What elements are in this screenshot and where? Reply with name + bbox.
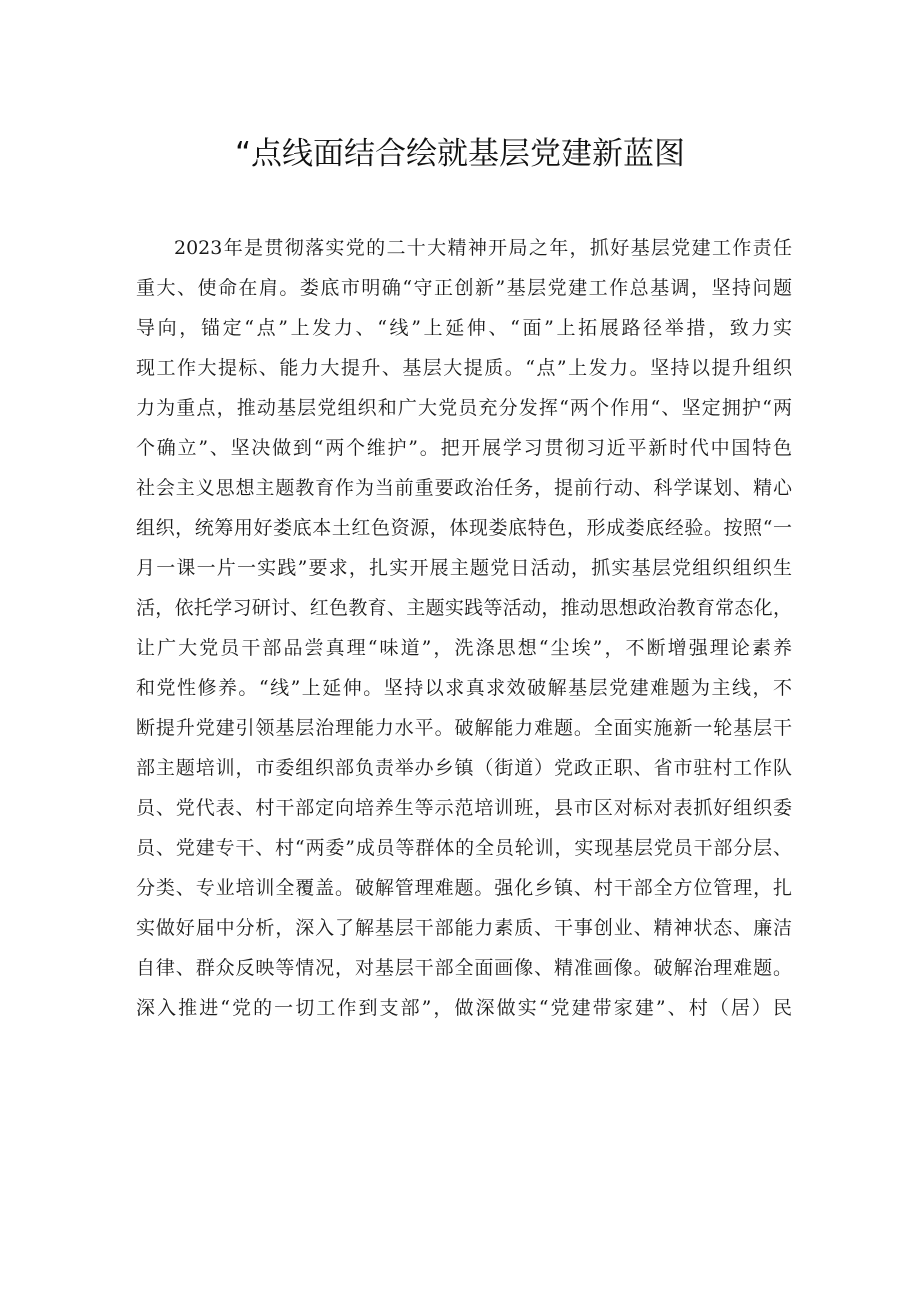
- body-line: 重大、使命在肩。娄底市明确“守正创新”基层党建工作总基调，坚持问题: [136, 277, 792, 299]
- body-line: 员、党代表、村干部定向培养生等示范培训班，县市区对标对表抓好组织委: [136, 797, 792, 819]
- body-line: 组织，统筹用好娄底本土红色资源，体现娄底特色，形成娄底经验。按照“一: [136, 517, 792, 539]
- body-line: 断提升党建引领基层治理能力水平。破解能力难题。全面实施新一轮基层干: [136, 717, 792, 739]
- body-line: 员、党建专干、村“两委”成员等群体的全员轮训，实现基层党员干部分层、: [136, 837, 792, 859]
- body-line: 活，依托学习研讨、红色教育、主题实践等活动，推动思想政治教育常态化，: [136, 597, 792, 619]
- body-line: 导向，锚定“点”上发力、“线”上延伸、“面”上拓展路径举措，致力实: [136, 317, 792, 339]
- body-line: 社会主义思想主题教育作为当前重要政治任务，提前行动、科学谋划、精心: [136, 477, 792, 499]
- body-line: 实做好届中分析，深入了解基层干部能力素质、干事创业、精神状态、廉洁: [136, 917, 792, 939]
- body-line: 力为重点，推动基层党组织和广大党员充分发挥“两个作用“、坚定拥护“两: [136, 397, 792, 419]
- body-line: 现工作大提标、能力大提升、基层大提质。“点”上发力。坚持以提升组织: [136, 357, 792, 379]
- document-title: “点线面结合绘就基层党建新蓝图: [234, 136, 686, 172]
- body-line: 深入推进“党的一切工作到支部”，做深做实“党建带家建”、村（居）民: [136, 997, 792, 1019]
- body-line: 部主题培训，市委组织部负责举办乡镇（街道）党政正职、省市驻村工作队: [136, 757, 792, 779]
- body-line: 月一课一片一实践”要求，扎实开展主题党日活动，抓实基层党组织组织生: [136, 557, 792, 579]
- body-line: 自律、群众反映等情况，对基层干部全面画像、精准画像。破解治理难题。: [136, 957, 792, 979]
- body-line: 让广大党员干部品尝真理“味道”，洗涤思想“尘埃”，不断增强理论素养: [136, 637, 792, 659]
- document-body: [136, 228, 792, 1028]
- body-line: 分类、专业培训全覆盖。破解管理难题。强化乡镇、村干部全方位管理，扎: [136, 877, 792, 899]
- body-line: 2023年是贯彻落实党的二十大精神开局之年，抓好基层党建工作责任: [174, 237, 792, 259]
- body-line: 个确立”、坚决做到“两个维护”。把开展学习贯彻习近平新时代中国特色: [136, 437, 792, 459]
- body-line: 和党性修养。“线”上延伸。坚持以求真求效破解基层党建难题为主线，不: [136, 677, 792, 699]
